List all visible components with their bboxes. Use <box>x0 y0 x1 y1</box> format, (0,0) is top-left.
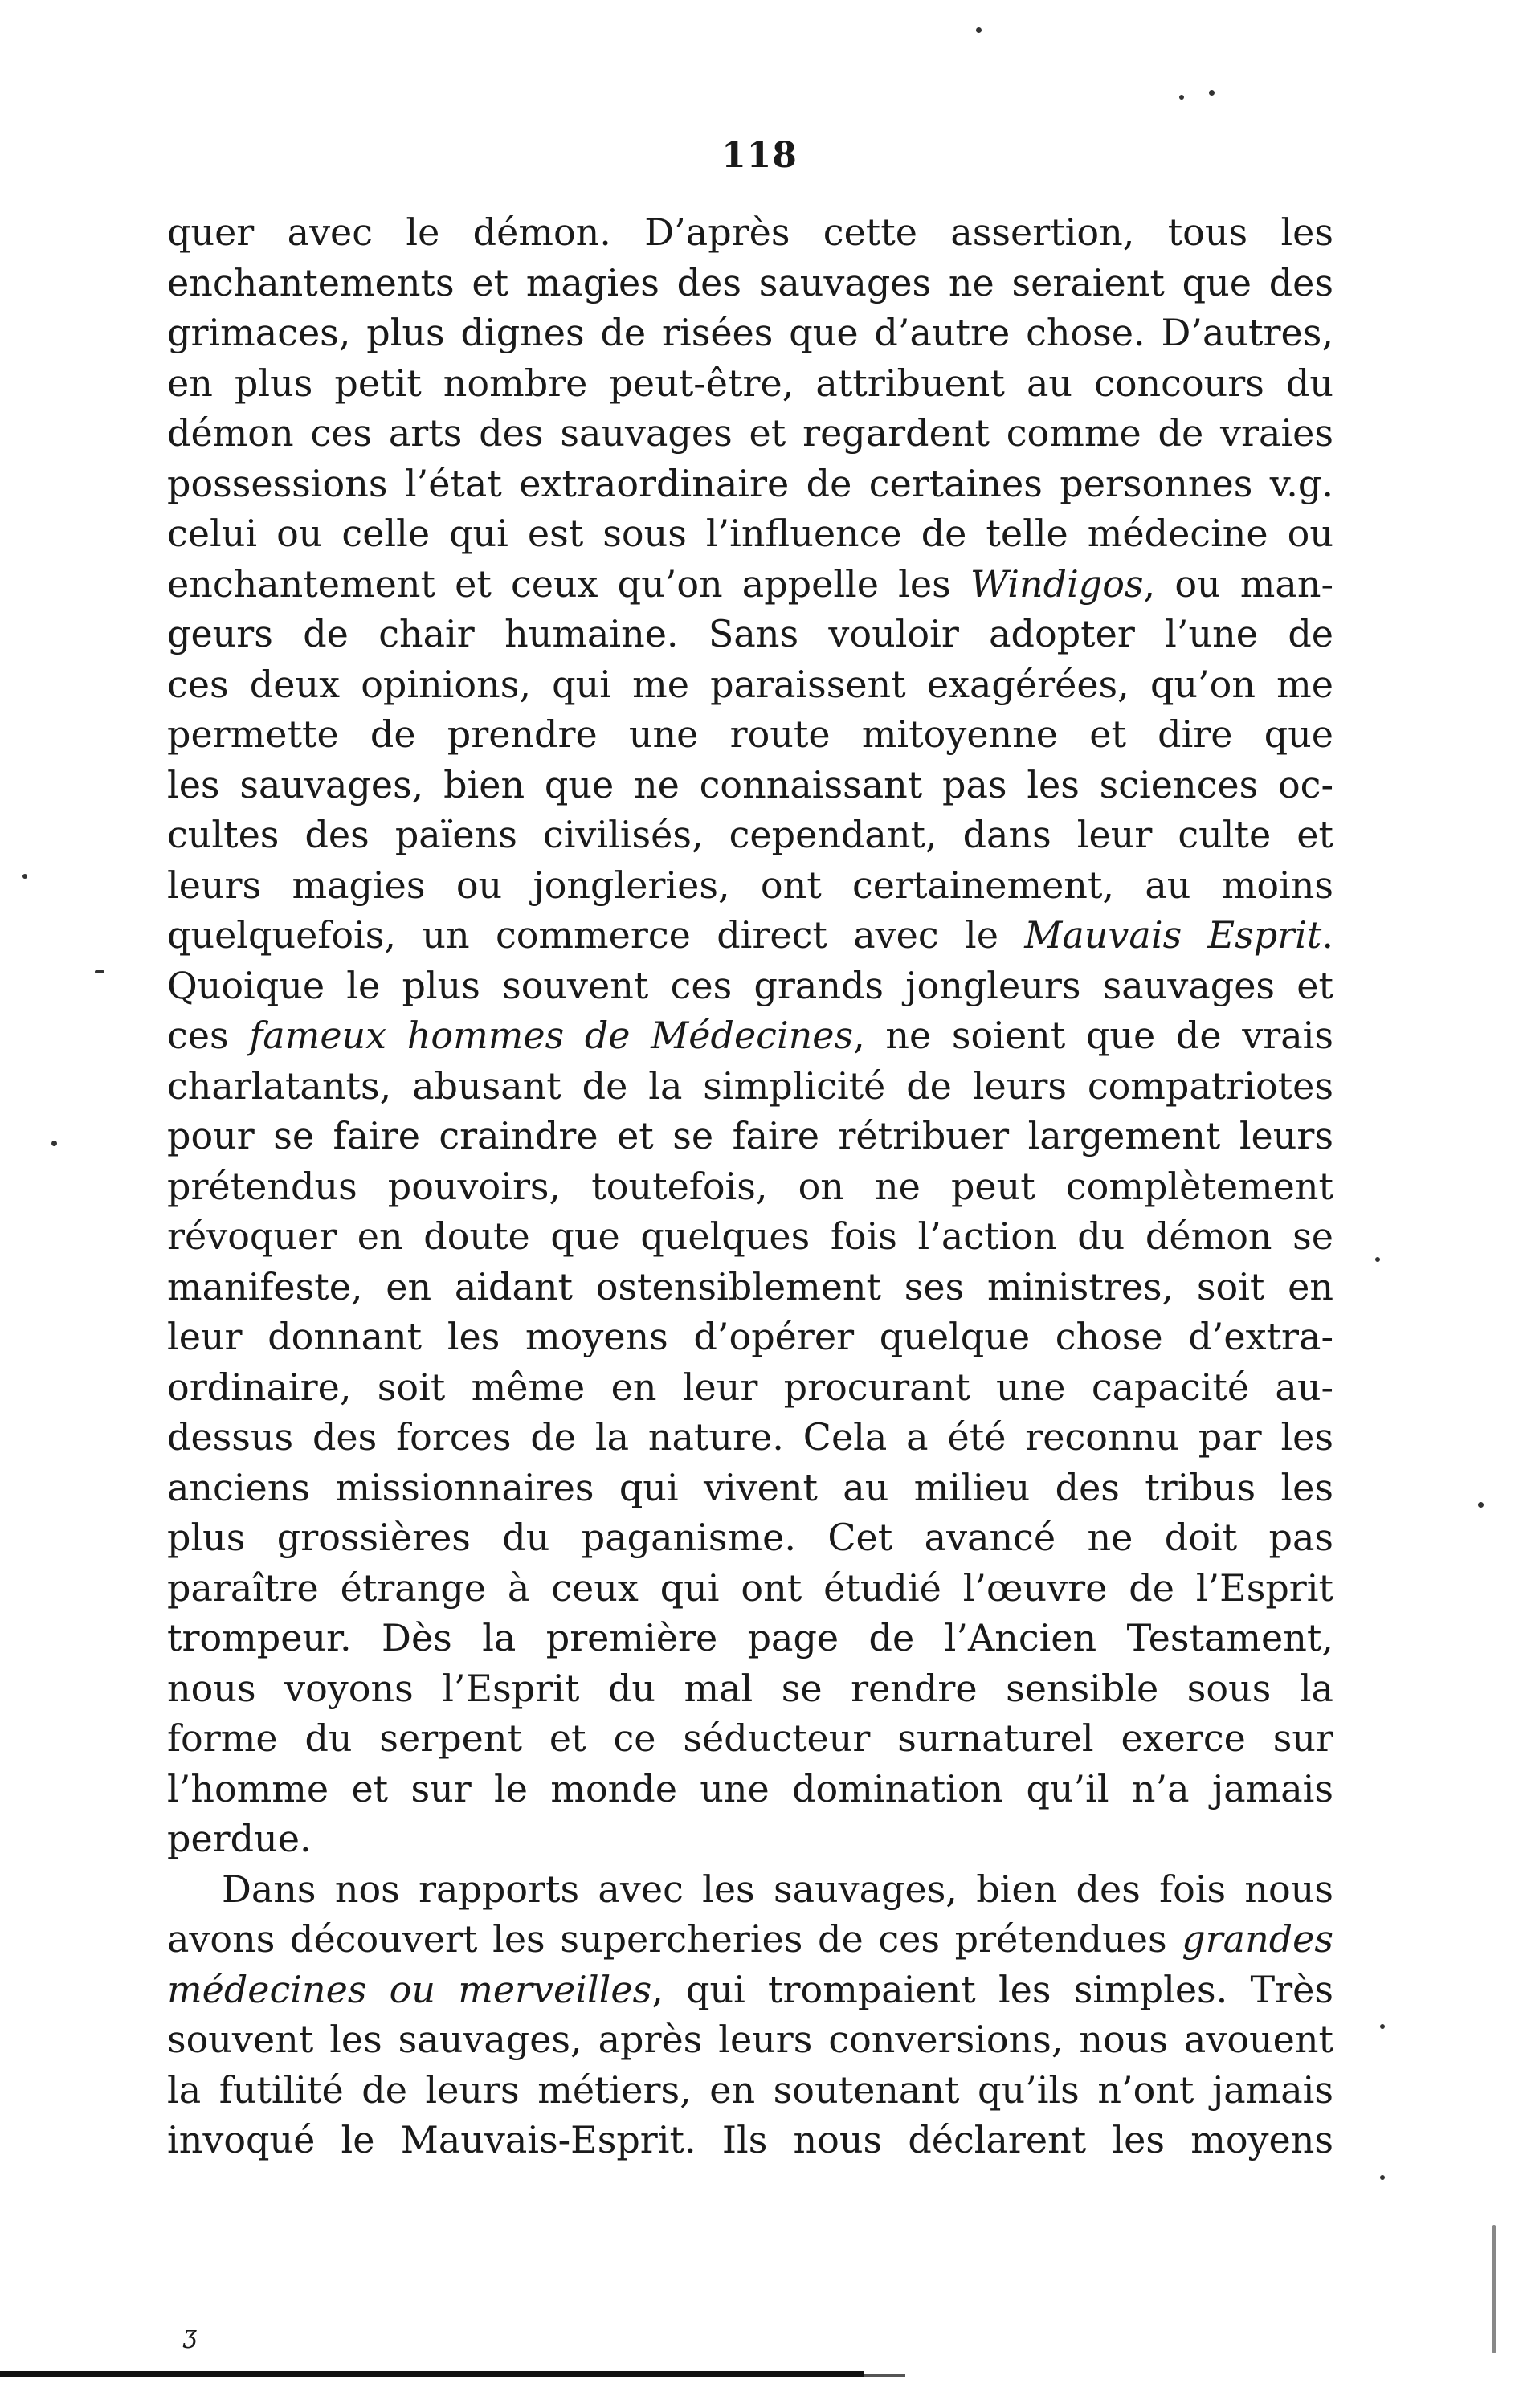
text-run: celui ou celle qui est sous l’influence de telle médecine ou <box>167 512 1333 555</box>
text-line <box>167 1262 1333 1312</box>
text-line <box>167 1362 1333 1413</box>
text-run: anciens missionnaires qui vivent au milieu des tribus les <box>167 1465 1333 1509</box>
text-run: grimaces, plus dignes de risées que d’autre chose. D’autres, <box>167 311 1333 354</box>
text-line <box>167 559 1333 610</box>
scan-speck <box>51 1141 57 1146</box>
text-run: avons découvert les supercheries de ces prétendues <box>167 1917 1182 1961</box>
text-run: enchantement et ceux qu’on appelle les <box>167 561 970 606</box>
text-line <box>167 659 1333 710</box>
page-number: 118 <box>721 135 798 176</box>
scan-speck <box>1179 95 1184 100</box>
text-run: ordinaire, soit même en leur procurant une capacité au- <box>167 1365 1333 1409</box>
text-line <box>167 358 1333 409</box>
text-line <box>167 1965 1333 2015</box>
text-run: plus grossières du paganisme. Cet avancé ne doit pas <box>167 1516 1333 1559</box>
text-line <box>167 1412 1333 1463</box>
text-run: prétendus pouvoirs, toutefois, on ne peut complètement <box>167 1164 1333 1208</box>
text-line <box>167 1864 1333 1915</box>
text-line <box>167 258 1333 308</box>
text-run: dessus des forces de la nature. Cela a été reconnu par les <box>167 1415 1333 1459</box>
scan-speck <box>1380 2024 1385 2029</box>
text-run: Dans nos rapports avec les sauvages, bien des fois nous <box>222 1867 1333 1911</box>
paragraph-2 <box>167 1864 1333 2165</box>
scan-speck <box>1380 2175 1385 2180</box>
text-line <box>167 1613 1333 1663</box>
text-line <box>167 1010 1333 1061</box>
scan-speck <box>976 27 982 33</box>
text-run: pour se faire craindre et se faire rétribuer largement leurs <box>167 1114 1333 1157</box>
scan-speck <box>1375 1257 1380 1262</box>
bottom-rule-tail <box>864 2374 905 2377</box>
text-run: forme du serpent et ce séducteur surnaturel exerce sur <box>167 1716 1333 1760</box>
text-line <box>167 308 1333 358</box>
text-run: , ou man- <box>1143 561 1333 606</box>
text-line <box>167 1161 1333 1212</box>
text-line <box>167 1563 1333 1614</box>
text-line <box>167 1111 1333 1161</box>
text-run: paraître étrange à ceux qui ont étudié l’œuvre de l’Esprit <box>167 1565 1333 1610</box>
text-line <box>167 609 1333 659</box>
text-line <box>167 1061 1333 1112</box>
text-run: leur donnant les moyens d’opérer quelque chose d’extra- <box>167 1315 1333 1358</box>
text-line <box>167 810 1333 860</box>
text-run: quelquefois, un commerce direct avec le <box>167 913 1025 957</box>
italic-term: fameux hommes de Médecines <box>249 1014 854 1057</box>
body-text <box>167 207 1333 2165</box>
italic-term: grandes <box>1182 1917 1333 1961</box>
text-run: démon ces arts des sauvages et regardent comme de vraies <box>167 411 1333 455</box>
paragraph-1 <box>167 207 1333 1864</box>
text-line <box>167 207 1333 258</box>
text-run: nous voyons l’Esprit du mal se rendre sensible sous la <box>167 1666 1333 1710</box>
text-run: les sauvages, bien que ne connaissant pas les sciences oc- <box>167 762 1333 806</box>
text-run: , qui trompaient les simples. Très <box>651 1967 1333 2011</box>
text-line <box>167 1713 1333 1764</box>
text-line <box>167 910 1333 961</box>
text-line <box>167 2115 1333 2165</box>
text-line <box>167 459 1333 509</box>
text-line <box>167 1914 1333 1965</box>
italic-term: médecines ou merveilles <box>167 1967 652 2011</box>
bottom-rule <box>0 2371 864 2377</box>
text-run: trompeur. Dès la première page de l’Ancien Testament, <box>167 1616 1333 1659</box>
text-run: la futilité de leurs métiers, en soutenant qu’ils n’ont jamais <box>167 2067 1333 2112</box>
text-line <box>167 1663 1333 1714</box>
text-run: perdue. <box>167 1817 312 1860</box>
text-run: charlatants, abusant de la simplicité de leurs compatriotes <box>167 1063 1333 1108</box>
text-line <box>167 961 1333 1011</box>
text-line <box>167 508 1333 559</box>
text-run: manifeste, en aidant ostensiblement ses ministres, soit en <box>167 1264 1333 1308</box>
italic-term: Mauvais Esprit <box>1024 913 1322 957</box>
text-line <box>167 1312 1333 1362</box>
text-run: ces deux opinions, qui me paraissent exagérées, qu’on me <box>167 662 1333 706</box>
text-run: souvent les sauvages, après leurs conversions, nous avouent <box>167 2018 1333 2061</box>
text-run: l’homme et sur le monde une domination qu’il n’a jamais <box>167 1766 1333 1810</box>
text-line <box>167 860 1333 911</box>
text-line <box>167 1211 1333 1262</box>
text-run: permette de prendre une route mitoyenne et dire que <box>167 712 1333 756</box>
scan-speck <box>1492 2225 1496 2353</box>
text-run: enchantements et magies des sauvages ne seraient que des <box>167 260 1333 304</box>
text-line <box>167 1512 1333 1563</box>
text-run: leurs magies ou jongleries, ont certainement, au moins <box>167 863 1333 907</box>
text-line <box>167 408 1333 459</box>
text-run: possessions l’état extraordinaire de certaines personnes v.g. <box>167 461 1333 505</box>
text-run: invoqué le Mauvais-Esprit. Ils nous déclarent les moyens <box>167 2118 1333 2161</box>
scan-speck <box>1209 90 1215 96</box>
scan-speck <box>95 970 104 973</box>
text-line <box>167 2065 1333 2116</box>
text-run: en plus petit nombre peut-être, attribuent au concours du <box>167 361 1333 405</box>
text-line <box>167 1463 1333 1513</box>
text-run: quer avec le démon. D’après cette assertion, tous les <box>167 210 1333 254</box>
text-line <box>167 1764 1333 1814</box>
text-line <box>167 2014 1333 2065</box>
text-run: ces <box>167 1014 250 1057</box>
italic-term: Windigos <box>970 561 1144 606</box>
footer-mark: ʒ <box>183 2321 197 2349</box>
text-line <box>167 760 1333 810</box>
scan-speck <box>1478 1502 1484 1508</box>
text-run: révoquer en doute que quelques fois l’action du démon se <box>167 1214 1333 1258</box>
text-run: , ne soient que de vrais <box>853 1014 1333 1057</box>
text-run: Quoique le plus souvent ces grands jongleurs sauvages et <box>167 963 1333 1007</box>
text-run: geurs de chair humaine. Sans vouloir adopter l’une de <box>167 612 1333 655</box>
scan-speck <box>22 874 27 879</box>
text-line <box>167 1814 1333 1864</box>
text-run: cultes des païens civilisés, cependant, dans leur culte et <box>167 813 1333 856</box>
text-run: . <box>1321 913 1333 957</box>
text-line <box>167 709 1333 760</box>
